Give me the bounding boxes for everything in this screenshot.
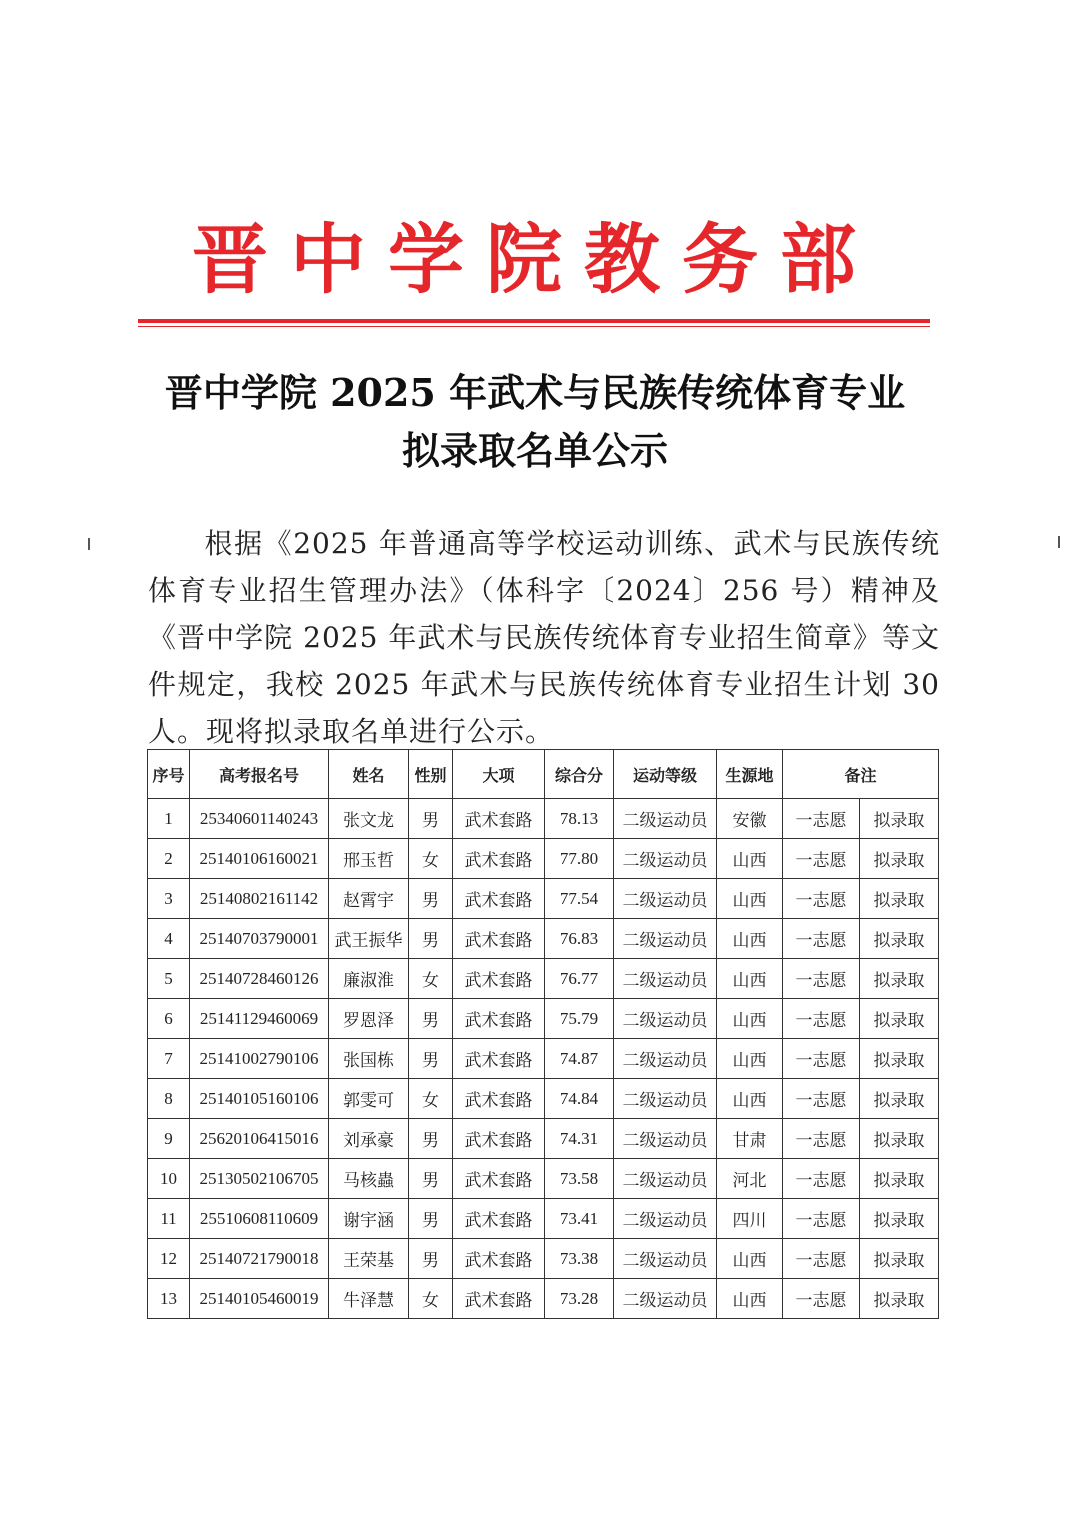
cell-status: 拟录取 — [860, 1159, 939, 1199]
cell-no: 9 — [148, 1119, 190, 1159]
cell-choice: 一志愿 — [783, 879, 860, 919]
cell-level: 二级运动员 — [614, 799, 717, 839]
cell-no: 13 — [148, 1279, 190, 1319]
cell-no: 10 — [148, 1159, 190, 1199]
cell-status: 拟录取 — [860, 879, 939, 919]
cell-no: 7 — [148, 1039, 190, 1079]
cell-no: 3 — [148, 879, 190, 919]
cell-score: 73.28 — [545, 1279, 614, 1319]
cell-exam-id: 25140703790001 — [190, 919, 329, 959]
header-exam-id: 高考报名号 — [190, 750, 329, 799]
cell-exam-id: 25140105160106 — [190, 1079, 329, 1119]
cell-gender: 男 — [409, 919, 453, 959]
cell-score: 76.77 — [545, 959, 614, 999]
document-title-line1: 晋中学院 2025 年武术与民族传统体育专业 — [164, 370, 906, 415]
cell-status: 拟录取 — [860, 1239, 939, 1279]
cell-event: 武术套路 — [453, 1079, 545, 1119]
cell-choice: 一志愿 — [783, 1159, 860, 1199]
cell-origin: 山西 — [717, 1239, 783, 1279]
cell-level: 二级运动员 — [614, 959, 717, 999]
table-row — [148, 1159, 939, 1199]
cell-name: 刘承豪 — [329, 1119, 409, 1159]
cell-gender: 女 — [409, 1279, 453, 1319]
cell-event: 武术套路 — [453, 1159, 545, 1199]
cell-event: 武术套路 — [453, 799, 545, 839]
cell-gender: 男 — [409, 799, 453, 839]
cell-event: 武术套路 — [453, 1239, 545, 1279]
cell-no: 2 — [148, 839, 190, 879]
cell-no: 8 — [148, 1079, 190, 1119]
cell-score: 73.41 — [545, 1199, 614, 1239]
cell-status: 拟录取 — [860, 959, 939, 999]
cell-exam-id: 25140728460126 — [190, 959, 329, 999]
letterhead-rule-thin — [138, 326, 930, 327]
cell-level: 二级运动员 — [614, 1079, 717, 1119]
cell-no: 4 — [148, 919, 190, 959]
cell-exam-id: 25620106415016 — [190, 1119, 329, 1159]
cell-score: 74.31 — [545, 1119, 614, 1159]
cell-gender: 男 — [409, 879, 453, 919]
cell-event: 武术套路 — [453, 999, 545, 1039]
header-gender: 性别 — [409, 750, 453, 799]
table-row — [148, 839, 939, 879]
cell-level: 二级运动员 — [614, 879, 717, 919]
letterhead-title: 晋中学院教务部 — [192, 215, 878, 304]
table-row — [148, 1119, 939, 1159]
cell-status: 拟录取 — [860, 919, 939, 959]
table-row — [148, 799, 939, 839]
cell-origin: 山西 — [717, 1039, 783, 1079]
cell-level: 二级运动员 — [614, 1119, 717, 1159]
cell-gender: 女 — [409, 1079, 453, 1119]
cell-status: 拟录取 — [860, 999, 939, 1039]
document-title-line2: 拟录取名单公示 — [401, 428, 668, 473]
cell-level: 二级运动员 — [614, 1039, 717, 1079]
cell-level: 二级运动员 — [614, 1279, 717, 1319]
cell-exam-id: 25140802161142 — [190, 879, 329, 919]
cell-level: 二级运动员 — [614, 1239, 717, 1279]
cell-status: 拟录取 — [860, 839, 939, 879]
cell-exam-id: 25140106160021 — [190, 839, 329, 879]
cell-name: 王荣基 — [329, 1239, 409, 1279]
header-no: 序号 — [148, 750, 190, 799]
header-remark: 备注 — [783, 750, 939, 799]
cell-score: 77.80 — [545, 839, 614, 879]
cell-name: 廉淑淮 — [329, 959, 409, 999]
cell-status: 拟录取 — [860, 799, 939, 839]
cell-choice: 一志愿 — [783, 1119, 860, 1159]
cell-name: 张国栋 — [329, 1039, 409, 1079]
cell-status: 拟录取 — [860, 1199, 939, 1239]
cell-level: 二级运动员 — [614, 1159, 717, 1199]
cell-origin: 甘肃 — [717, 1119, 783, 1159]
cell-origin: 安徽 — [717, 799, 783, 839]
cell-gender: 女 — [409, 839, 453, 879]
cell-score: 74.87 — [545, 1039, 614, 1079]
header-event: 大项 — [453, 750, 545, 799]
cell-exam-id: 25141002790106 — [190, 1039, 329, 1079]
cell-choice: 一志愿 — [783, 1279, 860, 1319]
cell-event: 武术套路 — [453, 1039, 545, 1079]
table-row — [148, 1199, 939, 1239]
cell-event: 武术套路 — [453, 1199, 545, 1239]
cell-event: 武术套路 — [453, 959, 545, 999]
cell-score: 73.58 — [545, 1159, 614, 1199]
cell-gender: 男 — [409, 1119, 453, 1159]
cell-name: 谢宇涵 — [329, 1199, 409, 1239]
cell-name: 罗恩泽 — [329, 999, 409, 1039]
scan-mark-left — [88, 538, 90, 550]
cell-choice: 一志愿 — [783, 1079, 860, 1119]
cell-origin: 山西 — [717, 959, 783, 999]
cell-origin: 山西 — [717, 919, 783, 959]
cell-score: 78.13 — [545, 799, 614, 839]
cell-no: 5 — [148, 959, 190, 999]
cell-event: 武术套路 — [453, 1279, 545, 1319]
cell-status: 拟录取 — [860, 1079, 939, 1119]
cell-choice: 一志愿 — [783, 959, 860, 999]
cell-gender: 女 — [409, 959, 453, 999]
cell-score: 74.84 — [545, 1079, 614, 1119]
cell-origin: 山西 — [717, 839, 783, 879]
cell-status: 拟录取 — [860, 1039, 939, 1079]
cell-gender: 男 — [409, 1159, 453, 1199]
cell-score: 75.79 — [545, 999, 614, 1039]
table-row — [148, 999, 939, 1039]
cell-gender: 男 — [409, 1239, 453, 1279]
header-origin: 生源地 — [717, 750, 783, 799]
cell-origin: 河北 — [717, 1159, 783, 1199]
table-header-row — [148, 750, 939, 799]
scan-mark-right — [1058, 536, 1060, 548]
cell-origin: 山西 — [717, 1079, 783, 1119]
cell-score: 73.38 — [545, 1239, 614, 1279]
cell-exam-id: 25140721790018 — [190, 1239, 329, 1279]
header-level: 运动等级 — [614, 750, 717, 799]
cell-origin: 山西 — [717, 1279, 783, 1319]
cell-origin: 山西 — [717, 879, 783, 919]
cell-choice: 一志愿 — [783, 1199, 860, 1239]
cell-no: 1 — [148, 799, 190, 839]
cell-choice: 一志愿 — [783, 799, 860, 839]
cell-event: 武术套路 — [453, 879, 545, 919]
cell-score: 76.83 — [545, 919, 614, 959]
cell-gender: 男 — [409, 999, 453, 1039]
cell-no: 6 — [148, 999, 190, 1039]
cell-name: 郭雯可 — [329, 1079, 409, 1119]
cell-event: 武术套路 — [453, 839, 545, 879]
cell-no: 12 — [148, 1239, 190, 1279]
cell-status: 拟录取 — [860, 1279, 939, 1319]
cell-no: 11 — [148, 1199, 190, 1239]
cell-name: 赵霄宇 — [329, 879, 409, 919]
cell-choice: 一志愿 — [783, 999, 860, 1039]
table-row — [148, 1239, 939, 1279]
cell-exam-id: 25141129460069 — [190, 999, 329, 1039]
letterhead-rule-thick — [138, 319, 930, 323]
cell-level: 二级运动员 — [614, 839, 717, 879]
cell-exam-id: 25140105460019 — [190, 1279, 329, 1319]
cell-name: 张文龙 — [329, 799, 409, 839]
cell-gender: 男 — [409, 1199, 453, 1239]
cell-choice: 一志愿 — [783, 919, 860, 959]
cell-event: 武术套路 — [453, 919, 545, 959]
cell-event: 武术套路 — [453, 1119, 545, 1159]
cell-exam-id: 25130502106705 — [190, 1159, 329, 1199]
cell-gender: 男 — [409, 1039, 453, 1079]
cell-level: 二级运动员 — [614, 1199, 717, 1239]
table-row — [148, 1079, 939, 1119]
admission-table — [147, 749, 939, 1319]
cell-level: 二级运动员 — [614, 919, 717, 959]
table-row — [148, 1279, 939, 1319]
notice-paragraph-text: 根据《2025 年普通高等学校运动训练、武术与民族传统体育专业招生管理办法》（体科字〔2024〕256 号）精神及《晋中学院 2025 年武术与民族传统体育专业招生简章》等文件规定，我校 2025 年武术与民族传统体育专业招生计划 30 人。现将拟录取名单进行公示。 — [148, 527, 940, 748]
cell-name: 马核蟲 — [329, 1159, 409, 1199]
cell-name: 武王振华 — [329, 919, 409, 959]
table-row — [148, 879, 939, 919]
cell-exam-id: 25340601140243 — [190, 799, 329, 839]
header-score: 综合分 — [545, 750, 614, 799]
cell-status: 拟录取 — [860, 1119, 939, 1159]
cell-choice: 一志愿 — [783, 1039, 860, 1079]
cell-exam-id: 25510608110609 — [190, 1199, 329, 1239]
cell-score: 77.54 — [545, 879, 614, 919]
cell-choice: 一志愿 — [783, 1239, 860, 1279]
header-name: 姓名 — [329, 750, 409, 799]
notice-paragraph — [148, 520, 940, 755]
cell-name: 邢玉哲 — [329, 839, 409, 879]
cell-origin: 山西 — [717, 999, 783, 1039]
table-row — [148, 1039, 939, 1079]
table-row — [148, 919, 939, 959]
cell-name: 牛泽慧 — [329, 1279, 409, 1319]
cell-origin: 四川 — [717, 1199, 783, 1239]
cell-level: 二级运动员 — [614, 999, 717, 1039]
cell-choice: 一志愿 — [783, 839, 860, 879]
table-row — [148, 959, 939, 999]
